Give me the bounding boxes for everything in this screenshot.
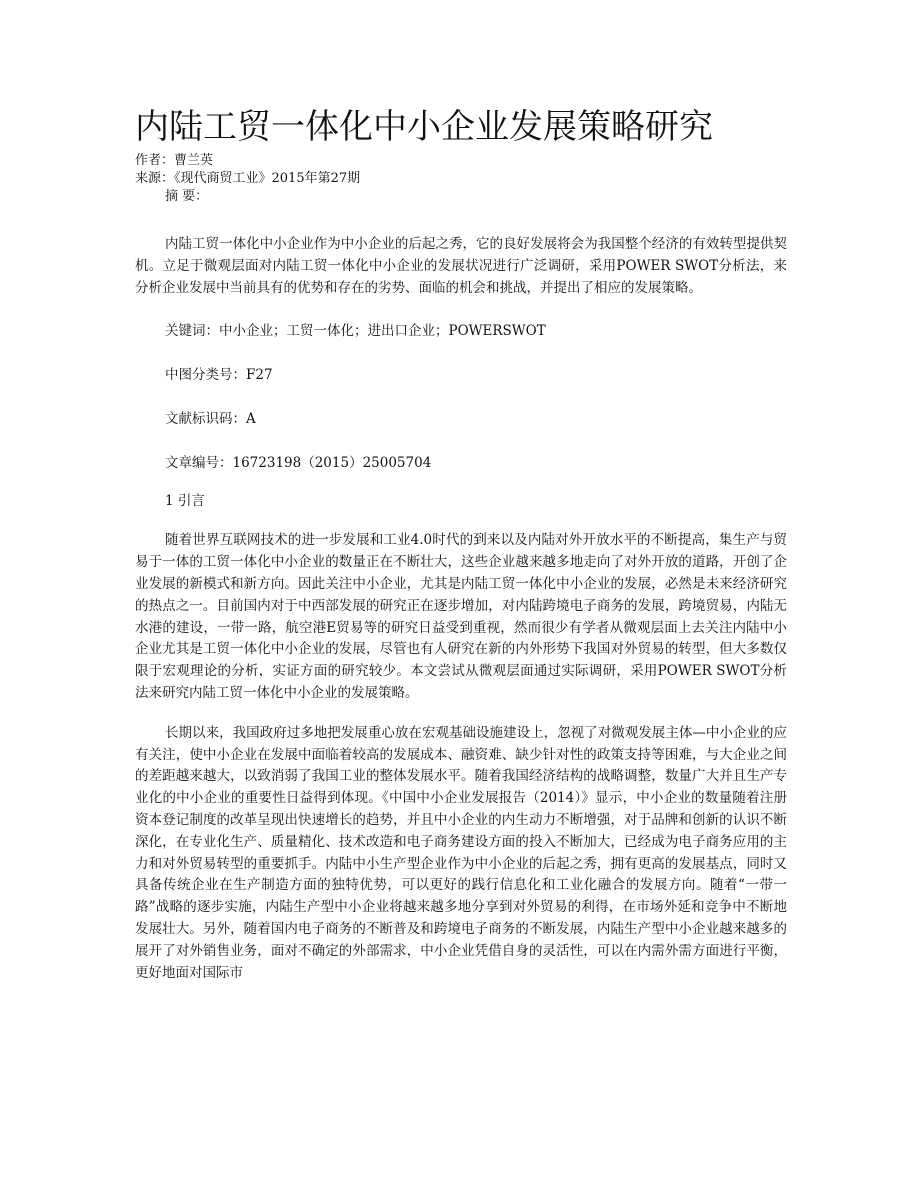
spacer bbox=[135, 431, 787, 453]
spacer bbox=[135, 512, 787, 530]
abstract-text: 内陆工贸一体化中小企业作为中小企业的后起之秀，它的良好发展将会为我国整个经济的有效转型提供契机。立足于微观层面对内陆工贸一体化中小企业的发展状况进行广泛调研，采用POWER SWOT分析法，来分析企业发展中当前具有的优势和存在的劣势、面临的机会和挑战，并提出了相应的发展策略。 bbox=[135, 236, 787, 296]
clc-line: 中图分类号：F27 bbox=[165, 367, 273, 384]
abstract-heading: 摘 要： bbox=[165, 189, 209, 204]
article-number-line: 文章编号：16723198（2015）25005704 bbox=[165, 454, 432, 471]
section-heading-introduction: 1 引言 bbox=[165, 492, 205, 509]
article-title: 内陆工贸一体化中小企业发展策略研究 bbox=[135, 107, 713, 147]
source-line: 来源：《现代商贸工业》2015年第27期 bbox=[135, 171, 361, 186]
spacer bbox=[135, 475, 787, 491]
author-line: 作者：曹兰英 bbox=[135, 153, 214, 168]
spacer bbox=[135, 299, 787, 321]
spacer bbox=[135, 206, 787, 234]
document-page bbox=[135, 104, 787, 984]
spacer bbox=[135, 343, 787, 365]
body-paragraph-1: 随着世界互联网技术的进一步发展和工业4.0时代的到来以及内陆对外开放水平的不断提高，集生产与贸易于一体的工贸一体化中小企业的数量正在不断壮大，这些企业越来越多地走向了对外开放的道路，开创了企业发展的新模式和新方向。因此关注中小企业，尤其是内陆工贸一体化中小企业的发展，必然是未来经济研究的热点之一。目前国内对于中西部发展的研究正在逐步增加，对内陆跨境电子商务的发展，跨境贸易，内陆无水港的建设，一带一路，航空港E贸易等的研究日益受到重视，然而很少有学者从微观层面上去关注内陆中小企业尤其是工贸一体化中小企业的发展，尽管也有人研究在新的内外形势下我国对外贸易的转型，但大多数仅限于宏观理论的分析，实证方面的研究较少。本文尝试从微观层面通过实际调研，采用POWER SWOT分析法来研究内陆工贸一体化中小企业的发展策略。 bbox=[135, 532, 787, 701]
keywords-line: 关键词：中小企业；工贸一体化；进出口企业；POWERSWOT bbox=[165, 323, 546, 340]
spacer bbox=[135, 705, 787, 723]
body-paragraph-2: 长期以来，我国政府过多地把发展重心放在宏观基础设施建设上，忽视了对微观发展主体—中小企业的应有关注，使中小企业在发展中面临着较高的发展成本、融资难、缺少针对性的政策支持等困难，与大企业之间的差距越来越大，以致消弱了我国工业的整体发展水平。随着我国经济结构的战略调整，数量广大并且生产专业化的中小企业的重要性日益得到体现。《中国中小企业发展报告（2014）》显示，中小企业的数量随着注册资本登记制度的改革呈现出快速增长的趋势，并且中小企业的内生动力不断增强，对于品牌和创新的认识不断深化，在专业化生产、质量精化、技术改造和电子商务建设方面的投入不断加大，已经成为电子商务应用的主力和对外贸易转型的重要抓手。内陆中小生产型企业作为中小企业的后起之秀，拥有更高的发展基点，同时又具备传统企业在生产制造方面的独特优势，可以更好的践行信息化和工业化融合的发展方向。随着“一带一路”战略的逐步实施，内陆生产型中小企业将越来越多地分享到对外贸易的利得，在市场外延和竞争中不断地发展壮大。另外，随着国内电子商务的不断普及和跨境电子商务的不断发展，内陆生产型中小企业越来越多的展开了对外销售业务，面对不确定的外部需求，中小企业凭借自身的灵活性，可以在内需外需方面进行平衡，更好地面对国际市 bbox=[135, 724, 787, 981]
spacer bbox=[135, 387, 787, 409]
doc-code-line: 文献标识码：A bbox=[165, 410, 256, 427]
